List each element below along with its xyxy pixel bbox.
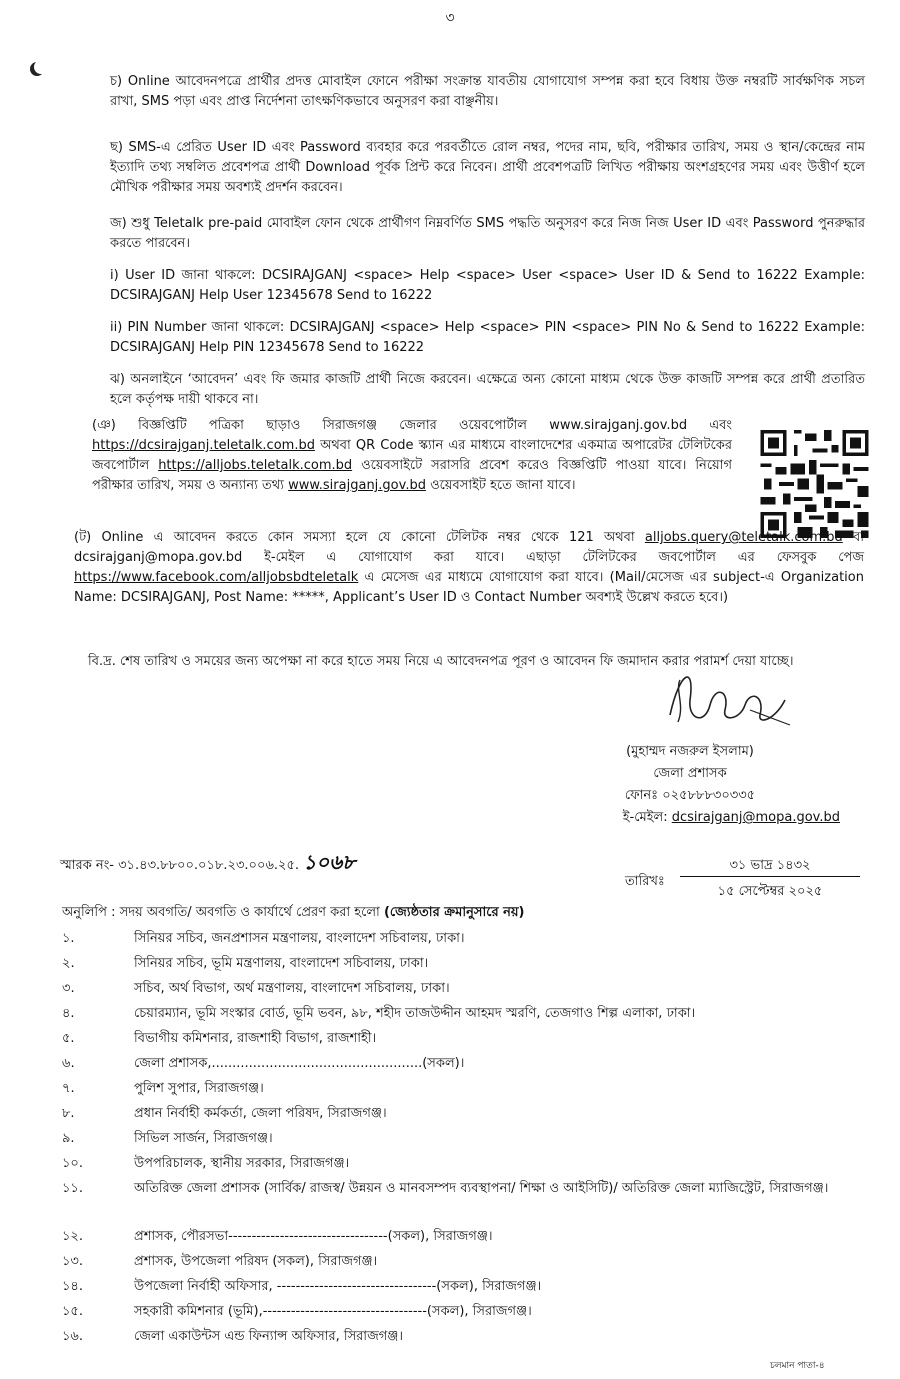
copy-item-number: ৯. [62, 1131, 75, 1146]
copy-item-text: জেলা প্রশাসক,...................................................(সকল)। [134, 1056, 465, 1071]
paragraph-ja [110, 214, 865, 254]
memo-ref-text: স্মারক নং- ৩১.৪৩.৮৮০০.০১৮.২৩.০০৬.২৫. [60, 858, 300, 873]
copy-item-number: ১৪. [62, 1279, 84, 1294]
paragraph-text: অথবা QR Code স্ক্যান এর মাধ্যমে বাংলাদেশের একমাত্র অপারেটর টেলিটকের জবপোর্টাল [92, 438, 732, 473]
paragraph-text: ওয়েবসাইট হতে জানা যাবে। [425, 478, 576, 493]
paragraph-text: অনলাইনে ‘আবেদন’ এবং ফি জমার কাজটি প্রার্থী নিজে করবেন। এক্ষেত্রে অন্য কোনো মাধ্যম থেকে উক্ত কাজটি সম্পন্ন করে প্রার্থী প্রতারিত হলে কর্তৃপক্ষ দায়ী থাকবে না। [110, 372, 865, 407]
paragraph-ii [110, 318, 865, 358]
paragraph-text: বিজ্ঞপ্তিটি পত্রিকা ছাড়াও সিরাজগঞ্জ জেলার ওয়েবপোর্টাল www.sirajganj.gov.bd এবং [138, 418, 732, 433]
date-english: ১৫ সেপ্টেম্বর ২০২৫ [717, 884, 823, 899]
copy-item-text: উপজেলা নির্বাহী অফিসার, ----------------------------------(সকল), সিরাজগঞ্জ। [134, 1279, 542, 1294]
copy-item-number: ১৫. [62, 1304, 84, 1319]
footer-continued: চলমান পাতা-৪ [770, 1361, 825, 1371]
paragraph-marker: ii) [110, 320, 123, 335]
copy-item-text: পুলিশ সুপার, সিরাজগঞ্জ। [134, 1081, 264, 1096]
copy-item-text: সহকারী কমিশনার (ভূমি),-----------------------------------(সকল), সিরাজগঞ্জ। [134, 1304, 532, 1319]
paragraph-ta [74, 528, 864, 608]
copy-item-text: সচিব, অর্থ বিভাগ, অর্থ মন্ত্রণালয়, বাংলাদেশ সচিবালয়, ঢাকা। [134, 981, 450, 996]
copy-item [62, 1155, 852, 1173]
copy-item-number: ১০. [62, 1156, 84, 1171]
dcsirajganj-teletalk-link[interactable]: https://dcsirajganj.teletalk.com.bd [92, 438, 315, 453]
copy-item [62, 1253, 852, 1271]
copy-item [62, 1030, 852, 1048]
alljobs-query-email-link[interactable]: alljobs.query@teletalk.com.bd [644, 530, 843, 545]
copy-item [62, 980, 852, 998]
copy-item-text: সিনিয়র সচিব, ভূমি মন্ত্রণালয়, বাংলাদেশ সচিবালয়, ঢাকা। [134, 956, 429, 971]
copy-item [62, 1278, 852, 1296]
signatory-email [540, 808, 840, 828]
paragraph-marker: (ঞ) [92, 418, 116, 433]
paragraph-text: Online আবেদনপত্রে প্রার্থীর প্রদত্ত মোবাইল ফোনে পরীক্ষা সংক্রান্ত যাবতীয় যোগাযোগ সম্পন্ন করা হবে বিধায় উক্ত নম্বরটি সার্বক্ষণিক সচল রাখা, SMS পড়া এবং প্রাপ্ত নির্দেশনা তাৎক্ষণিকভাবে অনুসরণ করা বাঞ্ছনীয়। [110, 74, 865, 109]
memo-ref-handwritten: ১০৬৮ [303, 850, 356, 874]
copy-item [62, 1105, 852, 1123]
copy-item-number: ১১. [62, 1181, 84, 1196]
copy-item-number: ২. [62, 956, 75, 971]
copy-item [62, 955, 852, 973]
copy-item-number: ১৩. [62, 1254, 84, 1269]
handwritten-signature-icon [650, 660, 800, 740]
page-number: ৩ [445, 10, 455, 26]
paragraph-marker: চ) [110, 74, 123, 89]
paragraph-marker: জ) [110, 216, 127, 231]
paragraph-marker: ছ) [110, 140, 123, 155]
copy-item [62, 1228, 852, 1246]
paragraph-chha [110, 138, 865, 198]
copy-item-text: প্রশাসক, পৌরসভা----------------------------------(সকল), সিরাজগঞ্জ। [134, 1229, 493, 1244]
copy-item [62, 1303, 852, 1321]
email-label: ই-মেইল: [622, 810, 672, 825]
paragraph-text: শুধু Teletalk pre-paid মোবাইল ফোন থেকে প্রার্থীগণ নিম্নবর্ণিত SMS পদ্ধতি অনুসরণ করে নিজ নিজ User ID এবং Password পুনরুদ্ধার করতে পারবেন। [110, 216, 865, 251]
paragraph-i [110, 266, 865, 306]
copy-item-text: উপপরিচালক, স্থানীয় সরকার, সিরাজগঞ্জ। [134, 1156, 350, 1171]
paragraph-cha [110, 72, 865, 112]
copy-item-number: ৬. [62, 1056, 75, 1071]
copy-item-number: ১২. [62, 1229, 84, 1244]
copy-item-text: প্রশাসক, উপজেলা পরিষদ (সকল), সিরাজগঞ্জ। [134, 1254, 378, 1269]
paragraph-marker: i) [110, 268, 119, 283]
note-text: বি.দ্র. শেষ তারিখ ও সময়ের জন্য অপেক্ষা না করে হাতে সময় নিয়ে এ আবেদনপত্র পূরণ ও আবেদন ফি জমাদান করার পরামর্শ দেয়া যাচ্ছে। [88, 654, 794, 669]
signatory-name: (মুহাম্মদ নজরুল ইসলাম) [626, 744, 754, 759]
copy-item [62, 1180, 852, 1198]
copy-item-number: ৮. [62, 1106, 75, 1121]
copy-item [62, 1005, 852, 1023]
copies-header [62, 903, 852, 923]
copy-item [62, 930, 852, 948]
copy-item-text: বিভাগীয় কমিশনার, রাজশাহী বিভাগ, রাজশাহী। [134, 1031, 377, 1046]
paragraph-text: User ID জানা থাকলে: DCSIRAJGANJ <space> Help <space> User <space> User ID & Send to 16222 Example: DCSIRAJGANJ Help User 12345678 Send to 16222 [110, 268, 865, 303]
copy-item-number: ১. [62, 931, 75, 946]
alljobs-teletalk-link[interactable]: https://alljobs.teletalk.com.bd [158, 458, 353, 473]
signatory-phone: ফোনঃ ০২৫৮৮৮৩০৩৩৫ [624, 788, 756, 803]
copy-item-text: সিভিল সার্জন, সিরাজগঞ্জ। [134, 1131, 273, 1146]
paragraph-text: Online এ আবেদন করতে কোন সমস্যা হলে যে কোনো টেলিটক নম্বর থেকে 121 অথবা [101, 530, 635, 545]
signatory-title: জেলা প্রশাসক [653, 766, 727, 781]
signatory-email-link[interactable]: dcsirajganj@mopa.gov.bd [671, 810, 840, 825]
copy-item-text: অতিরিক্ত জেলা প্রশাসক (সার্বিক/ রাজস্ব/ উন্নয়ন ও মানবসম্পদ ব্যবস্থাপনা/ শিক্ষা ও আইসিটি)/ অতিরিক্ত জেলা ম্যাজিস্ট্রেট, সিরাজগঞ্জ। [134, 1181, 829, 1196]
copy-item-text: চেয়ারম্যান, ভূমি সংস্কার বোর্ড, ভূমি ভবন, ৯৮, শহীদ তাজউদ্দীন আহমদ স্মরণি, তেজগাও শিল্প এলাকা, ঢাকা। [134, 1006, 696, 1021]
facebook-page-link[interactable]: https://www.facebook.com/alljobsbdteletalk [74, 570, 359, 585]
copy-item-number: ৪. [62, 1006, 75, 1021]
paragraph-text: SMS-এ প্রেরিত User ID এবং Password ব্যবহার করে পরবর্তীতে রোল নম্বর, পদের নাম, ছবি, পরীক্ষার তারিখ, সময় ও স্থান/কেন্দ্রের নাম ইত্যাদি তথ্য সম্বলিত প্রবেশপত্র প্রার্থী Download পূর্বক প্রিন্ট করে নিবেন। প্রার্থী প্রবেশপত্রটি লিখিত পরীক্ষায় অংশগ্রহণের সময় এবং উত্তীর্ণ হলে মৌখিক পরীক্ষার সময় অবশ্যই প্রদর্শন করবেন। [110, 140, 865, 195]
copy-item [62, 1130, 852, 1148]
paragraph-nio [92, 416, 732, 496]
copies-header-text: অনুলিপি : সদয় অবগতি/ অবগতি ও কার্যার্থে প্রেরণ করা হলো [62, 905, 380, 920]
copy-item-number: ৭. [62, 1081, 75, 1096]
copy-item-number: ৩. [62, 981, 75, 996]
copy-item-text: সিনিয়র সচিব, জনপ্রশাসন মন্ত্রণালয়, বাংলাদেশ সচিবালয়, ঢাকা। [134, 931, 465, 946]
copy-item [62, 1055, 852, 1073]
copy-item-number: ১৬. [62, 1329, 84, 1344]
date-bangla: ৩১ ভাদ্র ১৪৩২ [680, 856, 860, 877]
qr-code-icon[interactable] [742, 430, 887, 538]
memo-reference [60, 852, 355, 876]
paragraph-text: বা dcsirajganj@mopa.gov.bd ই-মেইল এ যোগাযোগ করা যাবে। এছাড়া টেলিটকের জবপোর্টাল এর ফেসবুক পেজ [74, 530, 864, 565]
sirajganj-gov-link[interactable]: www.sirajganj.gov.bd [288, 478, 426, 493]
paragraph-marker: (ট) [74, 530, 92, 545]
paragraph-text: ওয়েবসাইটে সরাসরি প্রবেশ করেও বিজ্ঞপ্তিটি পাওয়া যাবে। নিয়োগ পরীক্ষার তারিখ, সময় ও অন্যান্য তথ্য [92, 458, 732, 493]
moon-mark-icon [34, 60, 48, 74]
date-label: তারিখঃ [625, 874, 665, 889]
copy-item-number: ৫. [62, 1031, 75, 1046]
paragraph-jha [110, 370, 865, 410]
copies-header-bold: (জ্যেষ্ঠতার ক্রমানুসারে নয়) [383, 905, 525, 920]
paragraph-marker: ঝ) [110, 372, 125, 387]
copy-item-text: প্রধান নির্বাহী কর্মকর্তা, জেলা পরিষদ, সিরাজগঞ্জ। [134, 1106, 387, 1121]
copy-item [62, 1328, 852, 1346]
paragraph-text: এ মেসেজ এর মাধ্যমে যোগাযোগ করা যাবে। (Mail/মেসেজ এর subject-এ Organization Name: DCSIRAJGANJ, Post Name: *****, Applicant’s User ID ও Contact Number অবশ্যই উল্লেখ করতে হবে।) [74, 570, 864, 605]
paragraph-text: PIN Number জানা থাকলে: DCSIRAJGANJ <space> Help <space> PIN <space> PIN No & Send to 16222 Example: DCSIRAJGANJ Help PIN 12345678 Send to 16222 [110, 320, 865, 355]
copy-item [62, 1080, 852, 1098]
copy-item-text: জেলা একাউন্টস এন্ড ফিন্যান্স অফিসার, সিরাজগঞ্জ। [134, 1329, 403, 1344]
